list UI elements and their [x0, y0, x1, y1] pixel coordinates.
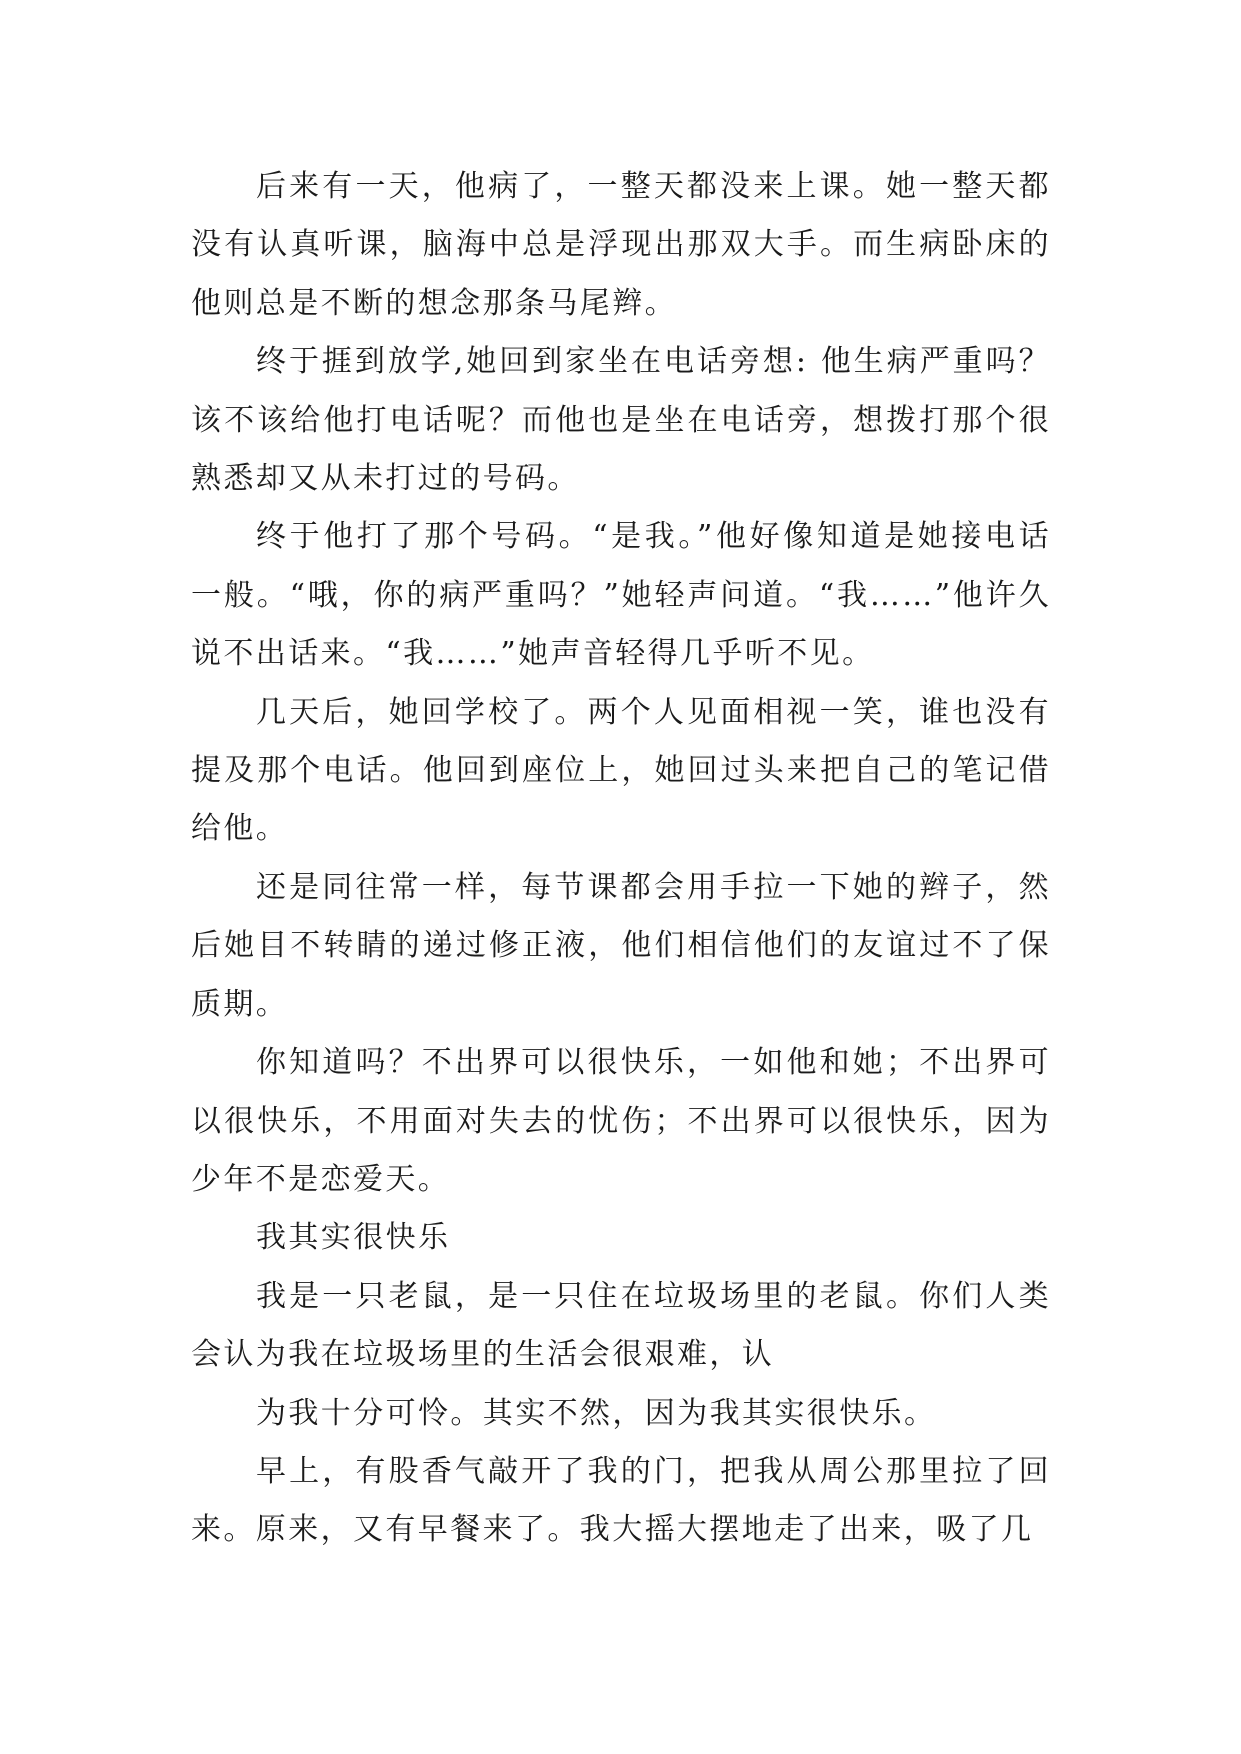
paragraph-2: 终于捱到放学,她回到家坐在电话旁想: 他生病严重吗？该不该给他打电话呢？而他也是坐在电话旁，想拨打那个很熟悉却又从未打过的号码。 [191, 344, 1051, 497]
paragraph-5: 还是同往常一样，每节课都会用手拉一下她的辫子，然后她目不转睛的递过修正液，他们相信他们的友谊过不了保质期。 [191, 869, 1051, 1022]
paragraph-9: 早上，有股香气敲开了我的门，把我从周公那里拉了回来。原来，又有早餐来了。我大摇大摆地走了出来，吸了几 [191, 1453, 1051, 1548]
paragraph-8: 为我十分可怜。其实不然，因为我其实很快乐。 [256, 1395, 937, 1431]
paragraph-6: 你知道吗？不出界可以很快乐，一如他和她；不出界可以很快乐，不用面对失去的忧伤；不出界可以很快乐，因为少年不是恋爱天。 [191, 1045, 1051, 1197]
paragraph-1: 后来有一天，他病了，一整天都没来上课。她一整天都没有认真听课，脑海中总是浮现出那双大手。而生病卧床的他则总是不断的想念那条马尾辫。 [191, 169, 1051, 321]
paragraph-4: 几天后，她回学校了。两个人见面相视一笑，谁也没有提及那个电话。他回到座位上，她回过头来把自己的笔记借给他。 [191, 694, 1051, 847]
document-body [191, 158, 1051, 1560]
paragraph-3: 终于他打了那个号码。“是我。”他好像知道是她接电话一般。“哦，你的病严重吗？”她轻声问道。“我……”他许久说不出话来。“我……”她声音轻得几乎听不见。 [191, 519, 1051, 672]
paragraph-7: 我是一只老鼠，是一只住在垃圾场里的老鼠。你们人类会认为我在垃圾场里的生活会很艰难，认 [191, 1278, 1051, 1373]
section-title: 我其实很快乐 [256, 1220, 451, 1256]
